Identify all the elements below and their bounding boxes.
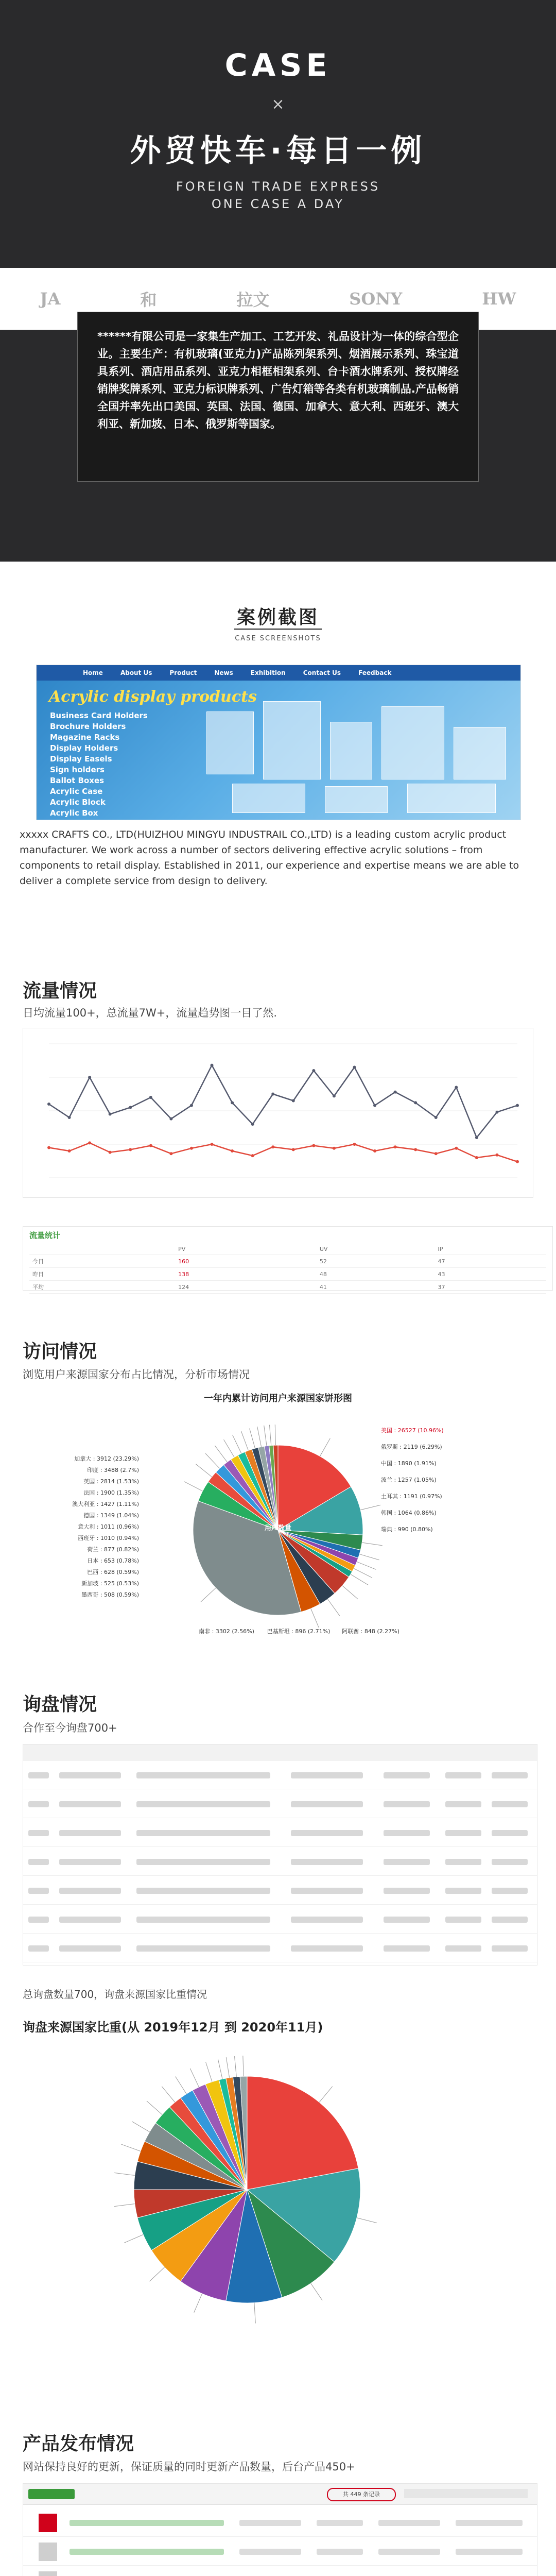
pie-label: 巴西 : 628 (0.59%): [87, 1569, 139, 1575]
blurred-cell: [445, 1772, 481, 1778]
leader-line: [184, 1482, 203, 1491]
data-point: [455, 1086, 458, 1089]
banner-tagline: Acrylic display products: [49, 688, 257, 706]
blurred-cell: [291, 1830, 363, 1836]
blurred-cell: [291, 1801, 363, 1807]
leader-line: [124, 2234, 143, 2243]
traffic-chart-panel: [23, 1028, 533, 1198]
record-count: 共 449 条记录: [327, 2488, 396, 2501]
table-row: [29, 1268, 546, 1281]
data-point: [435, 1152, 438, 1155]
pie-label: 巴基斯坦 : 896 (2.71%): [267, 1628, 331, 1635]
blurred-cell: [492, 1945, 528, 1952]
table-cell: 52: [317, 1255, 435, 1268]
leader-line: [269, 1425, 271, 1446]
leader-line: [311, 1608, 319, 1628]
table-row[interactable]: [23, 1763, 537, 1789]
table-row[interactable]: [23, 1821, 537, 1847]
pie-label: 俄罗斯 : 2119 (6.29%): [381, 1444, 442, 1450]
blurred-cell: [59, 1917, 121, 1923]
data-point: [47, 1103, 50, 1106]
data-point: [475, 1136, 478, 1139]
blurred-cell: [378, 2520, 440, 2526]
blurred-cell: [384, 1917, 430, 1923]
leader-line: [215, 1446, 227, 1462]
blurred-cell: [291, 1888, 363, 1894]
product-list-screenshot: [23, 2483, 537, 2576]
leader-line: [196, 1464, 212, 1477]
data-point: [495, 1111, 498, 1114]
data-point: [231, 1101, 234, 1104]
blurred-cell: [59, 1888, 121, 1894]
blurred-cell: [384, 1945, 430, 1952]
hero-en-line2: ONE CASE A DAY: [211, 197, 345, 211]
blurred-cell: [239, 2520, 301, 2526]
blurred-cell: [445, 1830, 481, 1836]
data-point: [353, 1066, 356, 1069]
client-logo: SONY: [349, 289, 403, 309]
data-point: [109, 1113, 112, 1116]
leader-line: [147, 2101, 162, 2114]
data-point: [495, 1154, 498, 1157]
products-title: 产品发布情况: [23, 2433, 134, 2454]
leader-line: [342, 1586, 358, 1599]
inquiries-summary: 总询盘数量700，询盘来源国家比重情况: [23, 1988, 207, 2001]
inquiries-desc: 合作至今询盘700+: [23, 1722, 117, 1734]
blurred-cell: [378, 2549, 440, 2555]
pie-label: 印度 : 3488 (2.7%): [87, 1467, 139, 1473]
pie-label: 澳大利亚 : 1427 (1.11%): [72, 1501, 139, 1507]
data-point: [373, 1149, 376, 1153]
pie-label: 日本 : 653 (0.78%): [87, 1557, 139, 1564]
data-point: [292, 1148, 295, 1151]
data-point: [516, 1104, 519, 1107]
series-line: [49, 1065, 517, 1138]
leader-line: [362, 1543, 383, 1546]
pie-label: 新加坡 : 525 (0.53%): [81, 1580, 139, 1587]
table-row[interactable]: [23, 1792, 537, 1818]
blurred-cell: [136, 1888, 270, 1894]
banner-item: Brochure Holders: [50, 722, 126, 731]
leader-line: [114, 2173, 135, 2175]
leader-line: [354, 1568, 372, 1578]
leader-line: [327, 1599, 339, 1616]
blurred-cell: [492, 1859, 528, 1865]
leader-line: [132, 2122, 149, 2132]
pie-label: 英国 : 2814 (1.53%): [83, 1478, 139, 1485]
banner-item: Magazine Racks: [50, 733, 120, 742]
data-point: [333, 1147, 336, 1150]
blurred-cell: [445, 1859, 481, 1865]
blurred-cell: [136, 1830, 270, 1836]
traffic-line-chart: [23, 1028, 533, 1197]
inquiries-chart-title: 询盘来源国家比重(从 2019年12月 到 2020年11月): [23, 2020, 323, 2035]
product-thumbnail: [39, 2571, 57, 2576]
nav-item[interactable]: Product: [169, 669, 197, 676]
table-row[interactable]: [23, 2538, 537, 2566]
blurred-cell: [456, 2520, 523, 2526]
pagination[interactable]: [404, 2489, 528, 2498]
nav-item[interactable]: Home: [83, 669, 103, 676]
leader-line: [257, 1427, 262, 1447]
blurred-cell: [317, 2520, 363, 2526]
traffic-desc: 日均流量100+，总流量7W+，流量趋势图一目了然.: [23, 1007, 277, 1019]
blurred-cell: [291, 1859, 363, 1865]
data-point: [271, 1145, 274, 1148]
blurred-cell: [136, 1772, 270, 1778]
product-image: [407, 784, 496, 813]
table-row[interactable]: [23, 1850, 537, 1876]
pie-label: 韩国 : 1064 (0.86%): [381, 1510, 437, 1516]
blurred-cell: [136, 1945, 270, 1952]
inquiry-list-screenshot: [23, 1744, 537, 1965]
pie-label: 意大利 : 1011 (0.96%): [78, 1523, 139, 1530]
blurred-cell: [456, 2549, 523, 2555]
leader-line: [311, 2283, 322, 2300]
add-product-button[interactable]: [28, 2489, 75, 2499]
case-cross: ×: [271, 95, 285, 113]
pie-label: 美国 : 26527 (10.96%): [381, 1427, 444, 1434]
company-intro: ******有限公司是一家集生产加工、工艺开发、礼品设计为一体的综合型企业。主要生产：有机玻璃(亚克力)产品陈列架系列、烟酒展示系列、珠宝道具系列、酒店用品系列、亚克力相框相架系列、台卡酒水牌系列、授权牌经销牌奖牌系列、亚克力标识牌系列、广告灯箱等各类有机玻璃制品.产品畅销全国并率先出口美国、英国、法国、德国、加拿大、意大利、西班牙、澳大利亚、新加坡、日本、俄罗斯等国家。: [77, 312, 479, 482]
blurred-cell: [492, 1772, 528, 1778]
product-image: [454, 727, 506, 779]
blurred-cell: [59, 1772, 121, 1778]
case-label: CASE: [224, 47, 332, 83]
data-point: [211, 1064, 214, 1067]
blurred-cell: [445, 1801, 481, 1807]
data-point: [353, 1143, 356, 1146]
blurred-cell: [291, 1945, 363, 1952]
data-point: [169, 1152, 172, 1155]
leader-line: [357, 2218, 377, 2223]
table-cell: IP: [435, 1244, 546, 1255]
data-point: [312, 1069, 315, 1072]
product-image: [263, 701, 321, 779]
leader-line: [201, 1588, 216, 1602]
data-point: [414, 1101, 417, 1104]
leader-line: [235, 2056, 237, 2077]
data-point: [394, 1091, 397, 1094]
traffic-table-label: 流量统计: [29, 1231, 61, 1240]
data-point: [68, 1116, 71, 1119]
series-line: [49, 1143, 517, 1161]
blurred-cell: [492, 1830, 528, 1836]
leader-line: [233, 1435, 241, 1453]
table-cell: 今日: [29, 1255, 175, 1268]
leader-line: [359, 1554, 379, 1560]
table-cell: PV: [175, 1244, 317, 1255]
leader-line: [241, 1431, 248, 1450]
table-cell: 48: [317, 1268, 435, 1281]
blurred-cell: [492, 1917, 528, 1923]
blurred-cell: [384, 1801, 430, 1807]
pie-label: 中国 : 1890 (1.91%): [381, 1460, 437, 1467]
website-screenshot: [36, 665, 521, 820]
leader-line: [243, 2056, 244, 2076]
banner-item: Sign holders: [50, 765, 105, 774]
traffic-table-panel: [23, 1226, 553, 1291]
blurred-cell: [28, 1888, 49, 1894]
banner-item: Display Holders: [50, 743, 118, 753]
pie-label: 法国 : 1900 (1.35%): [83, 1489, 139, 1496]
table-cell: UV: [317, 1244, 435, 1255]
blurred-cell: [59, 1830, 121, 1836]
blurred-cell: [59, 1801, 121, 1807]
data-point: [149, 1096, 152, 1099]
product-image: [330, 722, 372, 779]
client-logo: JA: [40, 289, 61, 309]
hero-en-line1: FOREIGN TRADE EXPRESS: [176, 179, 380, 194]
leader-line: [319, 2087, 332, 2103]
data-point: [312, 1144, 315, 1147]
site-banner: [37, 681, 520, 820]
leader-line: [360, 1505, 380, 1510]
visits-title: 访问情况: [23, 1341, 97, 1362]
data-point: [88, 1141, 91, 1144]
blurred-cell: [384, 1859, 430, 1865]
data-point: [109, 1151, 112, 1154]
pie-label: 荷兰 : 877 (0.82%): [87, 1546, 139, 1553]
data-point: [516, 1160, 519, 1163]
inquiries-title: 询盘情况: [23, 1694, 97, 1715]
table-cell: 昨日: [29, 1268, 175, 1281]
blurred-cell: [239, 2549, 301, 2555]
blurred-cell: [384, 1830, 430, 1836]
traffic-table: [29, 1244, 546, 1294]
table-cell: 138: [175, 1268, 317, 1281]
pie-label: 西班牙 : 1010 (0.94%): [78, 1535, 139, 1541]
table-row: [29, 1281, 546, 1294]
blurred-cell: [59, 1859, 121, 1865]
data-point: [414, 1148, 417, 1151]
pie-label: 瑞典 : 990 (0.80%): [381, 1526, 433, 1533]
pie-center-label: 用户数量: [264, 1524, 292, 1532]
table-row: [29, 1255, 546, 1268]
table-row[interactable]: [23, 1878, 537, 1905]
inquiry-table-header: [23, 1744, 537, 1760]
data-point: [373, 1104, 376, 1107]
screenshots-title: 案例截图: [236, 607, 319, 628]
nav-item[interactable]: Feedback: [358, 669, 392, 676]
leader-line: [121, 2144, 141, 2151]
banner-item: Business Card Holders: [50, 711, 148, 720]
product-image: [325, 786, 388, 813]
data-point: [169, 1117, 172, 1121]
banner-item: Acrylic Case: [50, 787, 103, 796]
client-logo: HW: [482, 289, 516, 309]
data-point: [394, 1145, 397, 1148]
leader-line: [176, 2076, 186, 2094]
product-thumbnail: [39, 2514, 57, 2532]
banner-item: Display Easels: [50, 754, 112, 764]
blurred-cell: [136, 1859, 270, 1865]
product-toolbar: [23, 2484, 537, 2505]
leader-line: [162, 2087, 175, 2103]
blurred-cell: [445, 1888, 481, 1894]
data-point: [129, 1148, 132, 1151]
blurred-cell: [384, 1888, 430, 1894]
pie-label: 土耳其 : 1191 (0.97%): [381, 1493, 442, 1500]
nav-item[interactable]: News: [214, 669, 233, 676]
table-cell: 41: [317, 1281, 435, 1294]
table-cell: [29, 1244, 175, 1255]
blurred-cell: [28, 1830, 49, 1836]
table-cell: 37: [435, 1281, 546, 1294]
blurred-cell: [136, 1917, 270, 1923]
blurred-cell: [384, 1772, 430, 1778]
site-nav: [37, 665, 520, 681]
visits-chart-title: 一年内累计访问用户来源国家饼形图: [204, 1393, 352, 1404]
leader-line: [218, 2059, 222, 2079]
client-logo: 和: [140, 290, 157, 310]
data-point: [251, 1154, 254, 1157]
title-divider: [234, 629, 322, 630]
banner-item: Acrylic Block: [50, 798, 106, 807]
pie-label: 波兰 : 1257 (1.05%): [381, 1477, 437, 1483]
table-cell: 124: [175, 1281, 317, 1294]
data-point: [149, 1144, 152, 1147]
traffic-title: 流量情况: [23, 980, 97, 1002]
leader-line: [264, 1426, 267, 1446]
table-row[interactable]: [23, 2510, 537, 2537]
banner-item: Ballot Boxes: [50, 776, 105, 785]
blurred-cell: [291, 1772, 363, 1778]
nav-item[interactable]: Contact Us: [303, 669, 341, 676]
blurred-cell: [317, 2549, 363, 2555]
blurred-cell: [28, 1859, 49, 1865]
leader-line: [114, 2204, 135, 2207]
data-point: [190, 1104, 193, 1107]
leader-line: [194, 2294, 202, 2313]
leader-line: [351, 1574, 368, 1585]
product-thumbnail: [39, 2543, 57, 2561]
leader-line: [149, 2267, 164, 2281]
blurred-cell: [492, 1801, 528, 1807]
data-point: [455, 1147, 458, 1150]
data-point: [292, 1099, 295, 1103]
client-logo: 拉文: [236, 290, 270, 310]
screenshots-subtitle: CASE SCREENSHOTS: [235, 635, 321, 642]
visits-pie-chart: [21, 1412, 535, 1649]
blurred-cell: [28, 1945, 49, 1952]
table-cell: 47: [435, 1255, 546, 1268]
nav-item[interactable]: Exhibition: [250, 669, 286, 676]
blurred-cell: [136, 1801, 270, 1807]
blurred-cell: [445, 1945, 481, 1952]
visits-desc: 浏览用户来源国家分布占比情况，分析市场情况: [23, 1368, 250, 1381]
data-point: [88, 1076, 91, 1079]
blurred-cell: [291, 1917, 363, 1923]
table-row: [29, 1244, 546, 1255]
blurred-cell: [445, 1917, 481, 1923]
data-point: [129, 1106, 132, 1109]
table-row[interactable]: [23, 2567, 537, 2576]
banner-product-list: [50, 710, 148, 819]
pie-label: 加拿大 : 3912 (23.29%): [74, 1455, 139, 1462]
blurred-cell: [28, 1772, 49, 1778]
pie-label: 阿联酋 : 848 (2.27%): [342, 1628, 399, 1635]
leader-line: [357, 1562, 376, 1569]
leader-line: [226, 2057, 229, 2078]
table-row[interactable]: [23, 1936, 537, 1962]
table-row[interactable]: [23, 1907, 537, 1934]
pie-label: 墨西哥 : 508 (0.59%): [81, 1591, 139, 1598]
data-point: [47, 1146, 50, 1149]
hero-title: 外贸快车·每日一例: [130, 133, 426, 169]
table-cell: 43: [435, 1268, 546, 1281]
leader-line: [254, 2303, 256, 2324]
nav-item[interactable]: About Us: [120, 669, 152, 676]
data-point: [475, 1156, 478, 1159]
data-point: [271, 1093, 274, 1096]
blurred-cell: [59, 1945, 121, 1952]
data-point: [251, 1123, 254, 1126]
leader-line: [224, 1439, 235, 1457]
blurred-cell: [28, 1917, 49, 1923]
table-cell: 平均: [29, 1281, 175, 1294]
pie-label: 南非 : 3302 (2.56%): [199, 1628, 254, 1635]
blurred-cell: [70, 2520, 224, 2526]
data-point: [211, 1143, 214, 1146]
product-image: [232, 784, 305, 813]
pie-label: 德国 : 1349 (1.04%): [83, 1512, 139, 1519]
data-point: [333, 1094, 336, 1097]
inquiries-pie-chart: [21, 2045, 535, 2334]
table-cell: 160: [175, 1255, 317, 1268]
leader-line: [206, 2062, 212, 2082]
data-point: [190, 1147, 193, 1150]
leader-line: [250, 1429, 255, 1449]
blurred-cell: [28, 1801, 49, 1807]
banner-item: Acrylic Box: [50, 808, 98, 818]
leader-line: [205, 1453, 219, 1468]
product-image: [381, 706, 444, 779]
company-description-en: xxxxx CRAFTS CO., LTD(HUIZHOU MINGYU INDUSTRAIL CO.,LTD) is a leading custom acrylic product manufacturer. We work across a number of sectors delivering effective acrylic solutions – from components to retail display. Established in 2011, our experience and expertise means we are able to deliver a complete service from design to delivery.: [20, 829, 519, 887]
data-point: [231, 1149, 234, 1153]
data-point: [435, 1116, 438, 1119]
leader-line: [320, 1438, 331, 1456]
leader-line: [190, 2069, 199, 2087]
blurred-cell: [70, 2549, 224, 2555]
hero-banner: [0, 0, 556, 562]
product-image: [206, 711, 254, 774]
blurred-cell: [492, 1888, 528, 1894]
data-point: [68, 1149, 71, 1153]
products-desc: 网站保持良好的更新，保证质量的同时更新产品数量，后台产品450+: [23, 2461, 355, 2473]
